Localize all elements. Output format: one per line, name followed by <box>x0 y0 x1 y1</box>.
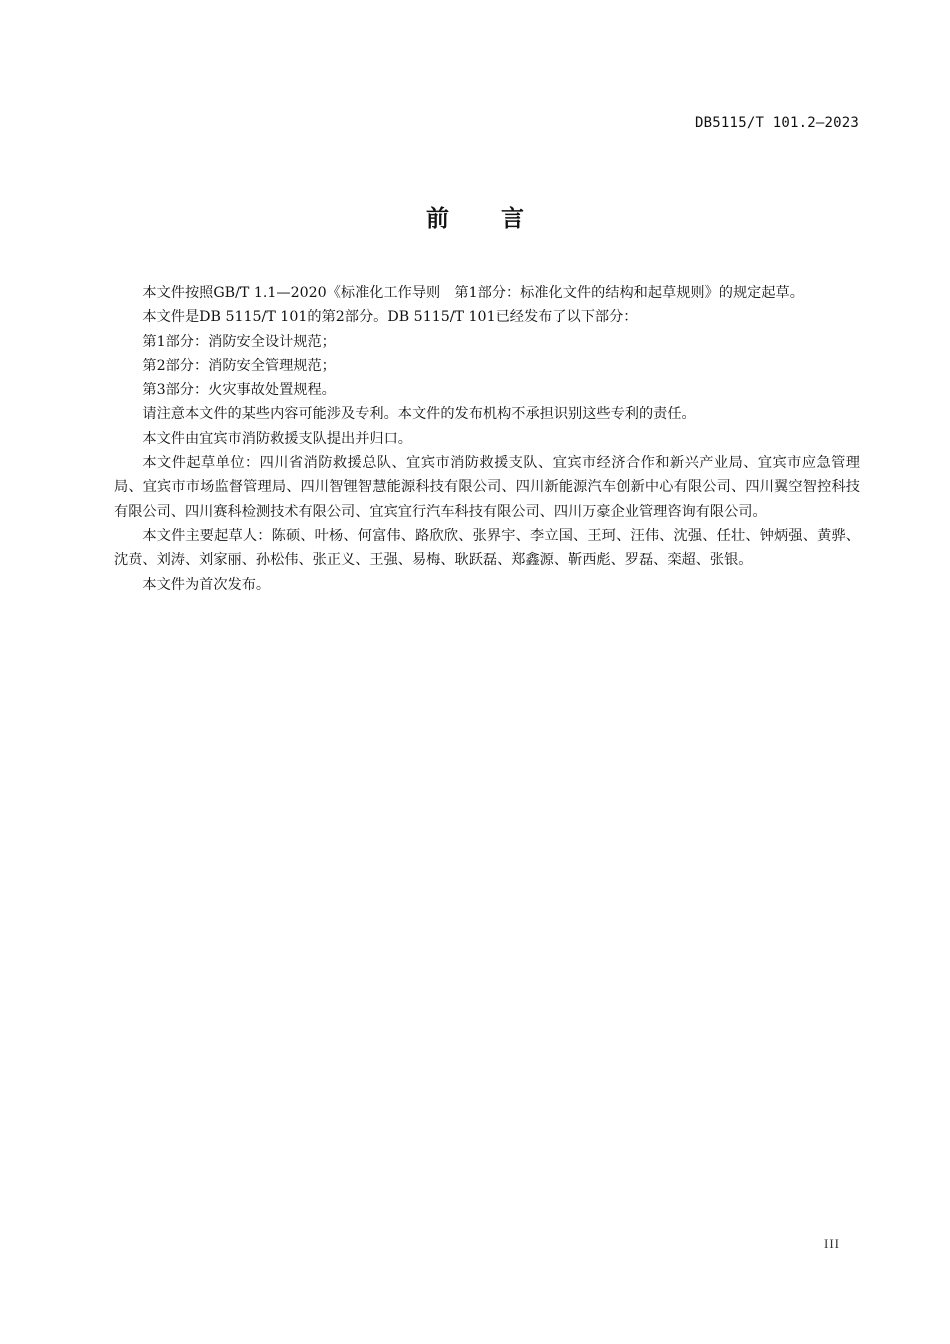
paragraph-first-release: 本文件为首次发布。 <box>142 576 271 593</box>
paragraph-part-1: 第1部分：消防安全设计规范； <box>142 333 336 350</box>
paragraph-part-statement: 本文件是DB 5115/T 101的第2部分。DB 5115/T 101已经发布了以下部分： <box>142 309 638 326</box>
paragraph-drafting-basis: 本文件按照GB/T 1.1—2020《标准化工作导则 第1部分：标准化文件的结构和起草规则》的规定起草。 <box>142 285 804 301</box>
paragraph-drafting-units: 本文件起草单位：四川省消防救援总队、宜宾市消防救援支队、宜宾市经济合作和新兴产业局、宜宾市应急管理局、宜宾市市场监督管理局、四川智锂智慧能源科技有限公司、四川新能源汽车创新中心有限公司、四川翼空智控科技有限公司、四川赛科检测技术有限公司、宜宾宜行汽车科技有限公司、四川万豪企业管理咨询有限公司。 <box>114 455 860 520</box>
document-code: DB5115/T 101.2—2023 <box>695 115 859 131</box>
paragraph-proposer: 本文件由宜宾市消防救援支队提出并归口。 <box>142 430 412 447</box>
page-title <box>0 200 950 233</box>
paragraph-patent-notice: 请注意本文件的某些内容可能涉及专利。本文件的发布机构不承担识别这些专利的责任。 <box>142 406 696 423</box>
page-number: III <box>824 1236 840 1251</box>
paragraph-part-3: 第3部分：火灾事故处置规程。 <box>142 382 336 399</box>
title-char-1: 前 <box>426 206 449 232</box>
foreword-body <box>114 281 860 597</box>
title-char-2: 言 <box>501 206 524 232</box>
paragraph-part-2: 第2部分：消防安全管理规范； <box>142 357 336 374</box>
paragraph-drafters: 本文件主要起草人：陈硕、叶杨、何富伟、路欣欣、张界宇、李立国、王珂、汪伟、沈强、任壮、钟炳强、黄骅、沈贲、刘涛、刘家丽、孙松伟、张正义、王强、易梅、耿跃磊、郑鑫源、靳西彪、罗磊、栾超、张银。 <box>114 527 860 569</box>
